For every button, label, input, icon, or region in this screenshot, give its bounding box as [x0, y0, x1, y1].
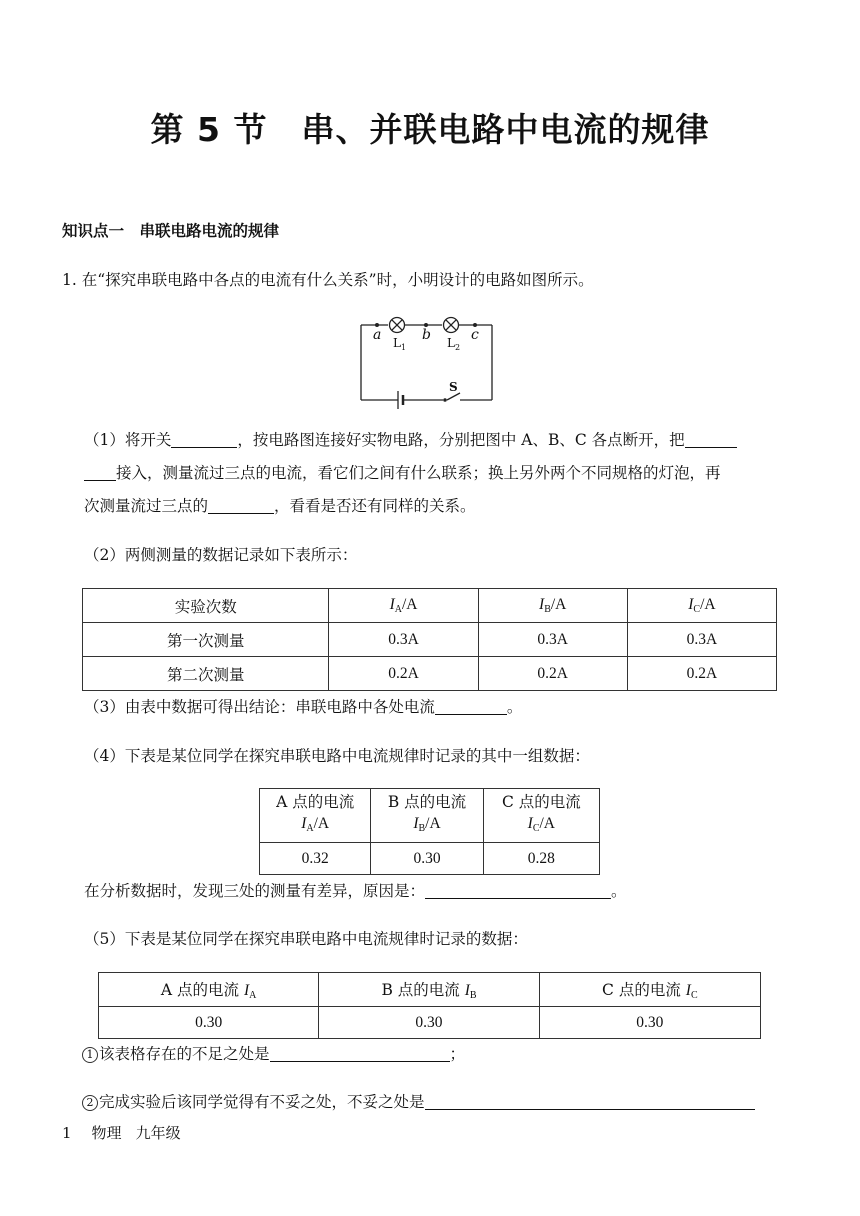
table-row [83, 589, 777, 623]
table-cell: 0.30 [99, 1007, 319, 1039]
question-1-part-4: （4）下表是某位同学在探究串联电路中电流规律时记录的其中一组数据： [84, 747, 590, 765]
circuit-label-a: a [373, 327, 382, 343]
table-header: $I_B/A$ [478, 589, 627, 623]
table-header: A 点的电流 $I_A/A$ [260, 789, 371, 843]
circuit-label-b: b [422, 327, 431, 343]
table-cell: 0.2A [627, 657, 776, 691]
table-row [83, 623, 777, 657]
blank-3[interactable] [208, 497, 274, 514]
section-heading: 知识点一 串联电路电流的规律 [62, 222, 280, 240]
table-cell: 0.2A [478, 657, 627, 691]
question-1-part-1-line-1: （1）将开关 ，按电路图连接好实物电路，分别把图中 A、B、C 各点断开，把 [84, 428, 737, 450]
table-cell: 0.32 [260, 843, 371, 875]
table-cell: 第二次测量 [83, 657, 329, 691]
table-header: B 点的电流 $I_B$ [319, 973, 539, 1007]
question-1-part-2: （2）两侧测量的数据记录如下表所示： [84, 546, 358, 564]
table-cell: 第一次测量 [83, 623, 329, 657]
table-row [99, 1007, 761, 1039]
table-cell: 0.3A [478, 623, 627, 657]
table-row [83, 657, 777, 691]
table-header: 实验次数 [83, 589, 329, 623]
circled-number: 2 [82, 1095, 98, 1111]
table-row [99, 973, 761, 1007]
circuit-label-l2: $L_2$ [447, 336, 461, 352]
circuit-label-c: c [471, 327, 479, 343]
table-single-measurement [259, 788, 600, 875]
table-header: B 点的电流 $I_B/A$ [371, 789, 483, 843]
page-title: 第 5 节 串、并联电路中电流的规律 [150, 110, 710, 149]
table-equal-currents [98, 972, 761, 1039]
question-1-part-1-line-2: 接入，测量流过三点的电流，看它们之间有什么联系；换上另外两个不同规格的灯泡，再 [84, 461, 721, 483]
table-cell: 0.30 [539, 1007, 760, 1039]
blank-4[interactable] [435, 698, 507, 715]
table-cell: 0.3A [627, 623, 776, 657]
circuit-label-switch: S [449, 380, 458, 394]
blank-5[interactable] [425, 882, 611, 899]
table-header: $I_A/A$ [329, 589, 478, 623]
blank-6[interactable] [270, 1045, 450, 1062]
question-1-part-4-followup: 在分析数据时，发现三处的测量有差异，原因是： 。 [84, 882, 627, 900]
question-1-part-1-line-3: 次测量流过三点的 ，看看是否还有同样的关系。 [84, 497, 476, 515]
table-cell: 0.28 [483, 843, 599, 875]
table-header: C 点的电流 $I_C/A$ [483, 789, 599, 843]
table-header: $I_C/A$ [627, 589, 776, 623]
blank-2a[interactable] [685, 431, 737, 448]
question-1-part-5-item-2: 2 完成实验后该同学觉得有不妥之处，不妥之处是 [82, 1090, 755, 1112]
question-1-intro: 1. 在“探究串联电路中各点的电流有什么关系”时，小明设计的电路如图所示。 [62, 271, 594, 289]
table-cell: 0.30 [371, 843, 483, 875]
table-cell: 0.2A [329, 657, 478, 691]
page-footer [62, 1122, 181, 1143]
question-1-part-3: （3）由表中数据可得出结论：串联电路中各处电流 。 [84, 698, 523, 716]
table-row [260, 789, 600, 843]
blank-7[interactable] [425, 1093, 755, 1110]
table-header: A 点的电流 $I_A$ [99, 973, 319, 1007]
circled-number: 1 [82, 1047, 98, 1063]
blank-1[interactable] [171, 431, 237, 448]
page-number: 1 [62, 1124, 72, 1142]
footer-subject: 物理 [91, 1124, 122, 1142]
table-measurements [82, 588, 777, 691]
question-1-part-5: （5）下表是某位同学在探究串联电路中电流规律时记录的数据： [84, 930, 528, 948]
blank-2b[interactable] [84, 464, 116, 481]
question-1-part-5-item-1: 1 该表格存在的不足之处是 ； [82, 1042, 465, 1064]
table-cell: 0.3A [329, 623, 478, 657]
circuit-label-l1: $L_1$ [393, 336, 407, 352]
footer-grade: 九年级 [135, 1124, 181, 1142]
table-cell: 0.30 [319, 1007, 539, 1039]
table-header: C 点的电流 $I_C$ [539, 973, 760, 1007]
table-row [260, 843, 600, 875]
